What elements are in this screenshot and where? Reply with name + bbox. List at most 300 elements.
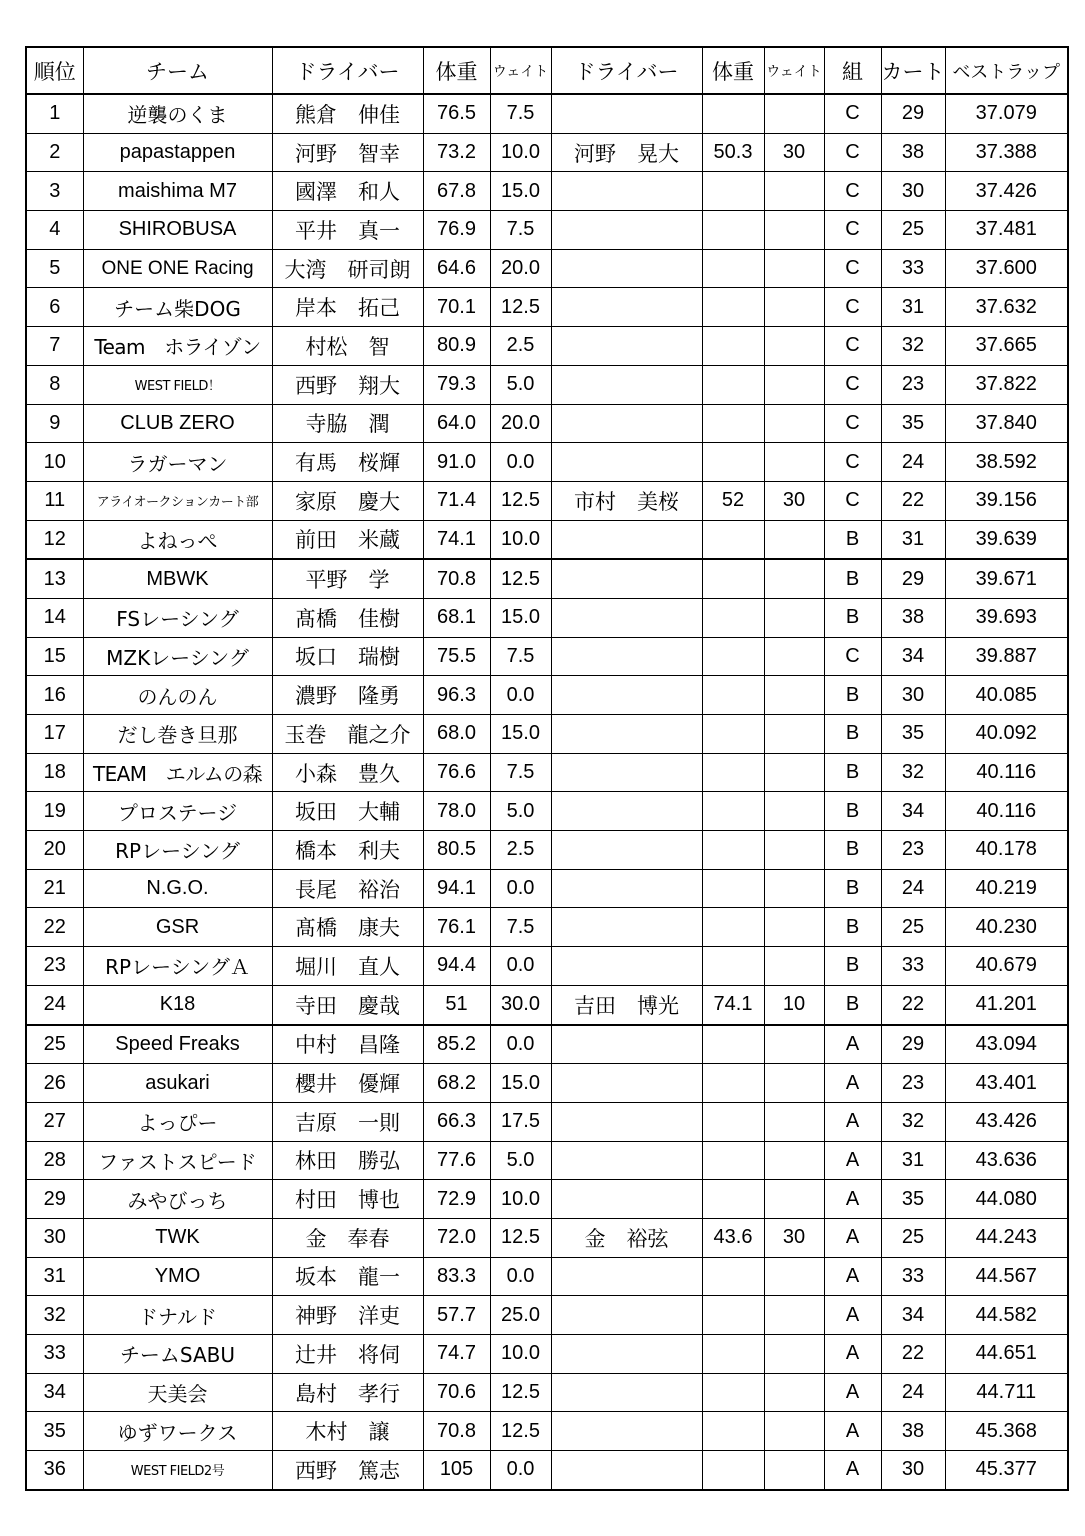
cell-ballast-2: [764, 559, 824, 598]
cell-ballast-2: [764, 365, 824, 404]
cell-rank: 26: [26, 1064, 83, 1103]
cell-weight: 83.3: [423, 1257, 490, 1296]
cell-group: C: [824, 327, 881, 366]
cell-rank: 15: [26, 637, 83, 676]
cell-group: B: [824, 985, 881, 1024]
cell-group: C: [824, 133, 881, 172]
cell-team: ゆずワークス: [83, 1412, 272, 1451]
header-ballast-2: ウェイト: [764, 47, 824, 94]
cell-ballast: 12.5: [490, 1373, 551, 1412]
table-row: [26, 831, 1068, 870]
cell-driver: 西野 翔大: [272, 365, 423, 404]
cell-ballast-2: [764, 288, 824, 327]
cell-ballast-2: [764, 598, 824, 637]
cell-weight-2: [702, 1141, 764, 1180]
cell-driver: 村松 智: [272, 327, 423, 366]
cell-weight-2: [702, 715, 764, 754]
cell-rank: 22: [26, 908, 83, 947]
cell-best-lap: 39.639: [945, 520, 1068, 559]
cell-team: papastappen: [83, 133, 272, 172]
cell-ballast: 0.0: [490, 1025, 551, 1064]
table-row: [26, 211, 1068, 250]
header-group: 組: [824, 47, 881, 94]
cell-weight-2: [702, 1412, 764, 1451]
cell-group: C: [824, 249, 881, 288]
cell-driver: 金 奉春: [272, 1218, 423, 1257]
cell-ballast-2: [764, 1025, 824, 1064]
cell-driver-2: [551, 94, 702, 133]
cell-best-lap: 43.636: [945, 1141, 1068, 1180]
cell-team: RPレーシング: [83, 831, 272, 870]
cell-kart: 30: [881, 676, 945, 715]
cell-team: WEST FIELD2号: [83, 1451, 272, 1490]
cell-group: A: [824, 1335, 881, 1374]
header-rank: 順位: [26, 47, 83, 94]
cell-weight: 94.4: [423, 947, 490, 986]
cell-driver-2: [551, 1064, 702, 1103]
cell-team: アライオークションカート部: [83, 481, 272, 520]
table-row: [26, 443, 1068, 482]
cell-driver-2: [551, 1296, 702, 1335]
cell-ballast: 2.5: [490, 327, 551, 366]
cell-team: GSR: [83, 908, 272, 947]
cell-kart: 23: [881, 365, 945, 404]
cell-driver: 國澤 和人: [272, 172, 423, 211]
cell-driver-2: [551, 676, 702, 715]
cell-weight: 76.5: [423, 94, 490, 133]
table-row: [26, 1141, 1068, 1180]
cell-weight-2: [702, 753, 764, 792]
cell-kart: 29: [881, 1025, 945, 1064]
cell-driver-2: [551, 1180, 702, 1219]
table-row: [26, 1102, 1068, 1141]
cell-kart: 34: [881, 1296, 945, 1335]
header-weight-2: 体重: [702, 47, 764, 94]
cell-weight-2: [702, 327, 764, 366]
table-row: [26, 288, 1068, 327]
cell-rank: 32: [26, 1296, 83, 1335]
cell-best-lap: 37.840: [945, 404, 1068, 443]
cell-weight: 77.6: [423, 1141, 490, 1180]
cell-ballast-2: [764, 1257, 824, 1296]
cell-rank: 14: [26, 598, 83, 637]
cell-ballast-2: [764, 831, 824, 870]
cell-group: C: [824, 288, 881, 327]
cell-weight-2: [702, 365, 764, 404]
cell-weight-2: [702, 792, 764, 831]
cell-group: A: [824, 1257, 881, 1296]
cell-best-lap: 45.368: [945, 1412, 1068, 1451]
cell-driver-2: [551, 288, 702, 327]
cell-ballast-2: [764, 404, 824, 443]
cell-driver-2: [551, 249, 702, 288]
cell-driver: 堀川 直人: [272, 947, 423, 986]
cell-driver-2: [551, 172, 702, 211]
cell-group: B: [824, 947, 881, 986]
cell-team: K18: [83, 985, 272, 1024]
cell-rank: 21: [26, 869, 83, 908]
cell-best-lap: 40.116: [945, 753, 1068, 792]
cell-driver-2: [551, 1025, 702, 1064]
cell-best-lap: 37.426: [945, 172, 1068, 211]
cell-best-lap: 44.080: [945, 1180, 1068, 1219]
cell-best-lap: 39.887: [945, 637, 1068, 676]
cell-weight-2: [702, 1025, 764, 1064]
cell-ballast-2: [764, 94, 824, 133]
cell-driver: 神野 洋吏: [272, 1296, 423, 1335]
cell-driver-2: 河野 晃大: [551, 133, 702, 172]
cell-rank: 13: [26, 559, 83, 598]
cell-weight-2: 50.3: [702, 133, 764, 172]
cell-group: B: [824, 598, 881, 637]
cell-team: N.G.O.: [83, 869, 272, 908]
cell-ballast: 10.0: [490, 1180, 551, 1219]
table-row: [26, 1257, 1068, 1296]
cell-weight-2: [702, 559, 764, 598]
cell-ballast: 12.5: [490, 1412, 551, 1451]
cell-rank: 27: [26, 1102, 83, 1141]
cell-rank: 2: [26, 133, 83, 172]
cell-driver: 髙橋 康夫: [272, 908, 423, 947]
cell-ballast: 0.0: [490, 676, 551, 715]
cell-ballast-2: [764, 443, 824, 482]
cell-ballast-2: [764, 908, 824, 947]
cell-kart: 32: [881, 327, 945, 366]
table-row: [26, 792, 1068, 831]
cell-weight-2: 74.1: [702, 985, 764, 1024]
cell-weight: 79.3: [423, 365, 490, 404]
cell-team: TWK: [83, 1218, 272, 1257]
cell-rank: 23: [26, 947, 83, 986]
cell-driver: 西野 篤志: [272, 1451, 423, 1490]
table-row: [26, 1218, 1068, 1257]
cell-weight: 73.2: [423, 133, 490, 172]
cell-kart: 22: [881, 481, 945, 520]
table-body: [26, 94, 1068, 1490]
cell-group: B: [824, 831, 881, 870]
cell-kart: 38: [881, 133, 945, 172]
header-ballast: ウェイト: [490, 47, 551, 94]
cell-weight: 51: [423, 985, 490, 1024]
header-weight: 体重: [423, 47, 490, 94]
cell-best-lap: 43.401: [945, 1064, 1068, 1103]
cell-rank: 25: [26, 1025, 83, 1064]
cell-best-lap: 40.219: [945, 869, 1068, 908]
cell-weight-2: [702, 1102, 764, 1141]
cell-driver: 長尾 裕治: [272, 869, 423, 908]
cell-best-lap: 40.230: [945, 908, 1068, 947]
header-best-lap: ベストラップ: [945, 47, 1068, 94]
cell-driver-2: [551, 1141, 702, 1180]
cell-team: のんのん: [83, 676, 272, 715]
cell-rank: 5: [26, 249, 83, 288]
cell-driver-2: [551, 1412, 702, 1451]
cell-weight-2: [702, 94, 764, 133]
cell-driver: 前田 米蔵: [272, 520, 423, 559]
cell-driver-2: [551, 715, 702, 754]
cell-ballast-2: [764, 1412, 824, 1451]
cell-kart: 34: [881, 792, 945, 831]
cell-best-lap: 39.671: [945, 559, 1068, 598]
cell-ballast-2: [764, 1451, 824, 1490]
cell-weight: 72.0: [423, 1218, 490, 1257]
cell-weight: 91.0: [423, 443, 490, 482]
cell-weight-2: [702, 598, 764, 637]
cell-weight-2: [702, 1257, 764, 1296]
cell-group: A: [824, 1451, 881, 1490]
cell-weight: 68.2: [423, 1064, 490, 1103]
cell-team: よっぴー: [83, 1102, 272, 1141]
cell-weight-2: [702, 1451, 764, 1490]
cell-rank: 4: [26, 211, 83, 250]
cell-best-lap: 44.582: [945, 1296, 1068, 1335]
cell-driver: 平野 学: [272, 559, 423, 598]
table-row: [26, 715, 1068, 754]
table-row: [26, 249, 1068, 288]
cell-team: maishima M7: [83, 172, 272, 211]
cell-ballast-2: [764, 1335, 824, 1374]
cell-driver: 吉原 一則: [272, 1102, 423, 1141]
cell-weight-2: [702, 404, 764, 443]
cell-driver: 林田 勝弘: [272, 1141, 423, 1180]
cell-best-lap: 45.377: [945, 1451, 1068, 1490]
cell-driver-2: [551, 404, 702, 443]
cell-kart: 22: [881, 1335, 945, 1374]
cell-team: 逆襲のくま: [83, 94, 272, 133]
cell-weight: 80.9: [423, 327, 490, 366]
table-row: [26, 1180, 1068, 1219]
cell-best-lap: 37.388: [945, 133, 1068, 172]
cell-rank: 8: [26, 365, 83, 404]
cell-best-lap: 37.079: [945, 94, 1068, 133]
cell-weight-2: [702, 1335, 764, 1374]
cell-ballast-2: [764, 753, 824, 792]
cell-weight: 76.9: [423, 211, 490, 250]
table-row: [26, 94, 1068, 133]
cell-group: B: [824, 715, 881, 754]
cell-rank: 1: [26, 94, 83, 133]
cell-driver: 平井 真一: [272, 211, 423, 250]
cell-kart: 38: [881, 1412, 945, 1451]
cell-ballast: 12.5: [490, 1218, 551, 1257]
cell-weight: 57.7: [423, 1296, 490, 1335]
cell-driver-2: [551, 559, 702, 598]
cell-best-lap: 37.481: [945, 211, 1068, 250]
cell-team: よねっぺ: [83, 520, 272, 559]
cell-kart: 33: [881, 1257, 945, 1296]
cell-weight: 67.8: [423, 172, 490, 211]
cell-kart: 29: [881, 559, 945, 598]
cell-team: MZKレーシング: [83, 637, 272, 676]
cell-ballast-2: [764, 1064, 824, 1103]
table-row: [26, 637, 1068, 676]
cell-weight: 94.1: [423, 869, 490, 908]
table-row: [26, 327, 1068, 366]
cell-ballast-2: [764, 676, 824, 715]
cell-weight: 80.5: [423, 831, 490, 870]
cell-kart: 23: [881, 831, 945, 870]
cell-weight: 76.6: [423, 753, 490, 792]
cell-kart: 35: [881, 715, 945, 754]
cell-driver: 木村 譲: [272, 1412, 423, 1451]
cell-driver-2: [551, 443, 702, 482]
cell-kart: 33: [881, 947, 945, 986]
cell-group: B: [824, 520, 881, 559]
cell-ballast: 17.5: [490, 1102, 551, 1141]
cell-ballast-2: [764, 869, 824, 908]
cell-weight-2: [702, 1180, 764, 1219]
cell-rank: 6: [26, 288, 83, 327]
cell-best-lap: 37.822: [945, 365, 1068, 404]
cell-kart: 30: [881, 172, 945, 211]
table-row: [26, 172, 1068, 211]
cell-driver-2: [551, 520, 702, 559]
cell-weight: 76.1: [423, 908, 490, 947]
cell-rank: 10: [26, 443, 83, 482]
cell-driver-2: [551, 753, 702, 792]
cell-ballast: 7.5: [490, 908, 551, 947]
cell-ballast: 15.0: [490, 715, 551, 754]
cell-ballast: 10.0: [490, 1335, 551, 1374]
cell-driver-2: [551, 1373, 702, 1412]
cell-ballast-2: 30: [764, 1218, 824, 1257]
cell-rank: 33: [26, 1335, 83, 1374]
cell-weight: 70.8: [423, 559, 490, 598]
cell-ballast-2: [764, 637, 824, 676]
cell-ballast-2: [764, 327, 824, 366]
cell-ballast-2: 30: [764, 481, 824, 520]
cell-ballast: 0.0: [490, 1451, 551, 1490]
cell-driver: 寺脇 潤: [272, 404, 423, 443]
cell-ballast: 0.0: [490, 443, 551, 482]
cell-ballast-2: [764, 947, 824, 986]
cell-weight-2: [702, 869, 764, 908]
cell-group: C: [824, 365, 881, 404]
cell-ballast: 20.0: [490, 404, 551, 443]
cell-weight-2: [702, 1296, 764, 1335]
cell-kart: 33: [881, 249, 945, 288]
cell-best-lap: 44.243: [945, 1218, 1068, 1257]
cell-best-lap: 37.632: [945, 288, 1068, 327]
cell-rank: 9: [26, 404, 83, 443]
cell-weight-2: [702, 443, 764, 482]
cell-driver: 橋本 利夫: [272, 831, 423, 870]
cell-group: A: [824, 1025, 881, 1064]
cell-driver: 河野 智幸: [272, 133, 423, 172]
cell-kart: 25: [881, 211, 945, 250]
cell-weight-2: [702, 1373, 764, 1412]
cell-driver-2: [551, 1451, 702, 1490]
cell-ballast: 12.5: [490, 481, 551, 520]
cell-group: C: [824, 481, 881, 520]
cell-team: みやびっち: [83, 1180, 272, 1219]
header-driver: ドライバー: [272, 47, 423, 94]
cell-group: A: [824, 1412, 881, 1451]
cell-weight: 105: [423, 1451, 490, 1490]
cell-group: A: [824, 1102, 881, 1141]
cell-driver: 小森 豊久: [272, 753, 423, 792]
cell-group: B: [824, 869, 881, 908]
cell-driver: 寺田 慶哉: [272, 985, 423, 1024]
cell-ballast-2: 10: [764, 985, 824, 1024]
cell-kart: 22: [881, 985, 945, 1024]
cell-team: プロステージ: [83, 792, 272, 831]
cell-ballast: 7.5: [490, 94, 551, 133]
cell-best-lap: 39.156: [945, 481, 1068, 520]
cell-group: A: [824, 1218, 881, 1257]
cell-ballast: 20.0: [490, 249, 551, 288]
cell-best-lap: 43.094: [945, 1025, 1068, 1064]
cell-rank: 19: [26, 792, 83, 831]
cell-weight-2: [702, 676, 764, 715]
cell-best-lap: 43.426: [945, 1102, 1068, 1141]
cell-kart: 30: [881, 1451, 945, 1490]
table-row: [26, 404, 1068, 443]
cell-driver-2: [551, 869, 702, 908]
cell-team: TEAM エルムの森: [83, 753, 272, 792]
table-row: [26, 1296, 1068, 1335]
cell-kart: 25: [881, 908, 945, 947]
cell-ballast: 0.0: [490, 869, 551, 908]
cell-team: ONE ONE Racing: [83, 249, 272, 288]
cell-driver: 坂口 瑞樹: [272, 637, 423, 676]
cell-driver: 中村 昌隆: [272, 1025, 423, 1064]
cell-group: B: [824, 676, 881, 715]
cell-best-lap: 41.201: [945, 985, 1068, 1024]
cell-weight: 78.0: [423, 792, 490, 831]
cell-team: SHIROBUSA: [83, 211, 272, 250]
cell-weight: 64.6: [423, 249, 490, 288]
cell-team: YMO: [83, 1257, 272, 1296]
cell-kart: 31: [881, 1141, 945, 1180]
table-row: [26, 133, 1068, 172]
cell-weight: 70.8: [423, 1412, 490, 1451]
cell-ballast-2: [764, 792, 824, 831]
cell-group: A: [824, 1141, 881, 1180]
cell-driver-2: [551, 211, 702, 250]
cell-weight: 68.1: [423, 598, 490, 637]
cell-weight: 66.3: [423, 1102, 490, 1141]
cell-best-lap: 40.679: [945, 947, 1068, 986]
cell-driver-2: [551, 1335, 702, 1374]
cell-weight: 74.7: [423, 1335, 490, 1374]
cell-ballast: 15.0: [490, 598, 551, 637]
cell-team: チーム柴DOG: [83, 288, 272, 327]
table-row: [26, 947, 1068, 986]
table-row: [26, 481, 1068, 520]
cell-driver-2: [551, 1257, 702, 1296]
table-row: [26, 1025, 1068, 1064]
cell-rank: 29: [26, 1180, 83, 1219]
cell-weight: 71.4: [423, 481, 490, 520]
cell-group: B: [824, 792, 881, 831]
cell-best-lap: 38.592: [945, 443, 1068, 482]
cell-best-lap: 44.711: [945, 1373, 1068, 1412]
cell-ballast-2: [764, 715, 824, 754]
cell-rank: 28: [26, 1141, 83, 1180]
cell-group: B: [824, 908, 881, 947]
cell-driver: 家原 慶大: [272, 481, 423, 520]
cell-kart: 38: [881, 598, 945, 637]
cell-weight-2: [702, 908, 764, 947]
cell-ballast: 0.0: [490, 1257, 551, 1296]
cell-driver: 村田 博也: [272, 1180, 423, 1219]
cell-weight: 96.3: [423, 676, 490, 715]
cell-driver-2: [551, 1102, 702, 1141]
cell-driver-2: [551, 947, 702, 986]
table-row: [26, 1451, 1068, 1490]
cell-driver-2: 金 裕弦: [551, 1218, 702, 1257]
